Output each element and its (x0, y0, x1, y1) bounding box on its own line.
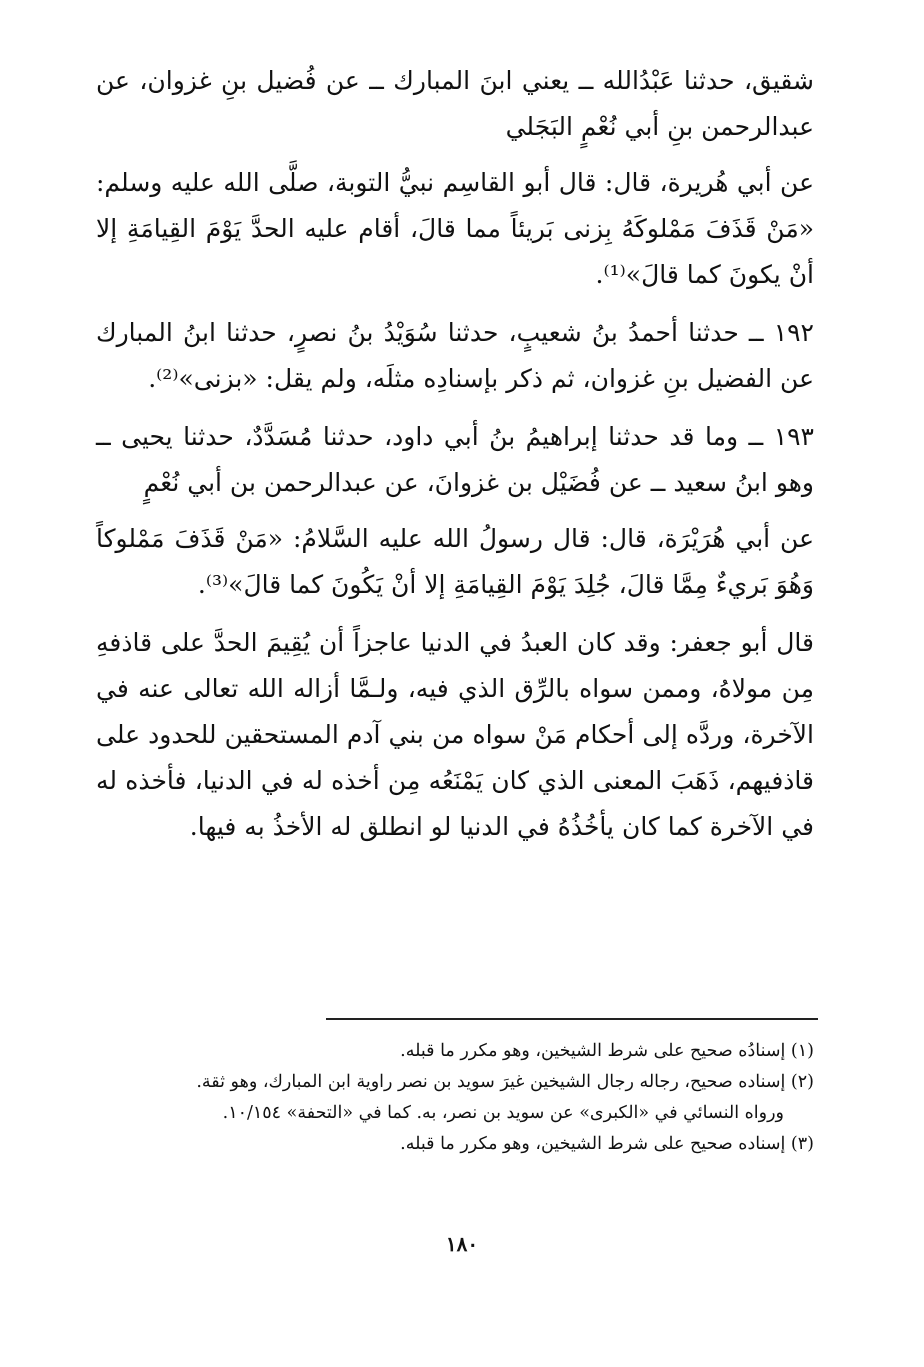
paragraph-hadith-191: عن أبي هُريرة، قال: قال أبو القاسِم نبيُّ التوبة، صلَّى الله عليه وسلم: «مَنْ قَذَفَ مَمْلوكَهُ بِزنى بَريئاً مما قالَ، أقام عليه الحدَّ يَوْمَ القِيامَةِ إلا أنْ يكونَ كما قالَ»⁽¹⁾. (96, 168, 814, 289)
footnote-2-continuation: ورواه النسائي في «الكبرى» عن سويد بن نصر، به. كما في «التحفة» ١٠/١٥٤. (222, 1103, 784, 1123)
paragraph-commentary: قال أبو جعفر: وقد كان العبدُ في الدنيا عاجزاً أن يُقِيمَ الحدَّ على قاذفهِ مِن مولاهُ، وممن سواه بالرِّق الذي فيه، ولـمَّا أزاله الله تعالى عنه في الآخرة، وردَّه إلى أحكام مَنْ سواه من بني آدم المستحقين للحدود على قاذفيهم، ذَهَبَ المعنى الذي كان يَمْنَعُه مِن أخذه له في الدنيا، فأخذه له في الآخرة كما كان يأخُذُهُ في الدنيا لو انطلق له الأخذُ به فيها. (96, 628, 814, 841)
footnote-2: (٢) إسناده صحيح، رجاله رجال الشيخين غيرَ سويد بن نصر راوية ابن المبارك، وهو ثقة. (196, 1072, 814, 1092)
footnote-3: (٣) إسناده صحيح على شرط الشيخين، وهو مكرر ما قبله. (400, 1134, 814, 1154)
footnotes-block (96, 1036, 814, 1160)
footnote-1: (١) إسنادُه صحيح على شرط الشيخين، وهو مكرر ما قبله. (400, 1041, 814, 1061)
paragraph-isnad-1: شقيق، حدثنا عَبْدُالله ــ يعني ابنَ المبارك ــ عن فُضيل بنِ غزوان، عن عبدالرحمن بنِ أبي نُعْمٍ البَجَلي (96, 66, 814, 141)
paragraph-hadith-193: عن أبي هُرَيْرَة، قال: قال رسولُ الله عليه السَّلامُ: «مَنْ قَذَفَ مَمْلوكاً وَهُوَ بَريءٌ مِمَّا قالَ، جُلِدَ يَوْمَ القِيامَةِ إلا أنْ يَكُونَ كما قالَ»⁽³⁾. (96, 524, 814, 599)
page-number: ١٨٠ (445, 1232, 479, 1256)
paragraph-hadith-192: ١٩٢ ــ حدثنا أحمدُ بنُ شعيبٍ، حدثنا سُوَيْدُ بنُ نصرٍ، حدثنا ابنُ المبارك عن الفضيل بنِ غزوان، ثم ذكر بإسنادِه مثلَه، ولم يقل: «بزنى»⁽²⁾. (96, 318, 814, 393)
main-text-block (96, 58, 814, 862)
footnote-divider (326, 1018, 818, 1020)
paragraph-isnad-193: ١٩٣ ــ وما قد حدثنا إبراهيمُ بنُ أبي داود، حدثنا مُسَدَّدٌ، حدثنا يحيى ــ وهو ابنُ سعيد ــ عن فُضَيْل بن غزوانَ، عن عبدالرحمن بن أبي نُعْمٍ (96, 422, 814, 497)
